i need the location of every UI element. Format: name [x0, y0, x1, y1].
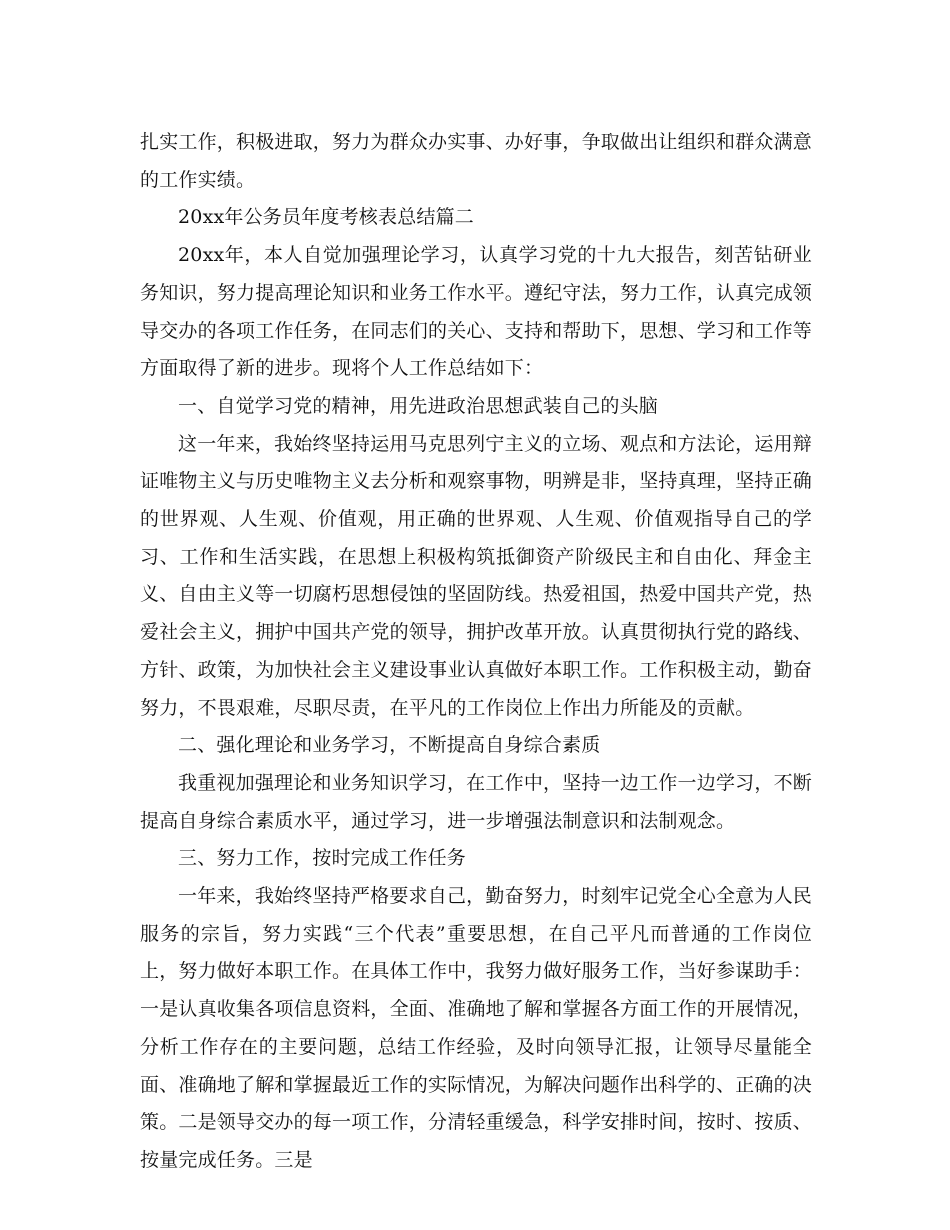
paragraph-one: 这一年来，我始终坚持运用马克思列宁主义的立场、观点和方法论，运用辩证唯物主义与历史唯物主义去分析和观察事物，明辨是非，坚持真理，坚持正确的世界观、人生观、价值观，用正确的世界观、人生观、价值观指导自己的学习、工作和生活实践，在思想上积极构筑抵御资产阶级民主和自由化、拜金主义、自由主义等一切腐朽思想侵蚀的坚固防线。热爱祖国，热爱中国共产党，热爱社会主义，拥护中国共产党的领导，拥护改革开放。认真贯彻执行党的路线、方针、政策，为加快社会主义建设事业认真做好本职工作。工作积极主动，勤奋努力，不畏艰难，尽职尽责，在平凡的工作岗位上作出力所能及的贡献。	[140, 432, 813, 719]
document-body	[140, 124, 812, 1180]
paragraph-three: 一年来，我始终坚持严格要求自己，勤奋努力，时刻牢记党全心全意为人民服务的宗旨，努力实践“三个代表”重要思想，在自己平凡而普通的工作岗位上，努力做好本职工作。在具体工作中，我努力做好服务工作，当好参谋助手：一是认真收集各项信息资料，全面、准确地了解和掌握各方面工作的开展情况，分析工作存在的主要问题，总结工作经验，及时向领导汇报，让领导尽量能全面、准确地了解和掌握最近工作的实际情况，为解决问题作出科学的、正确的决策。二是领导交办的每一项工作，分清轻重缓急，科学安排时间，按时、按质、按量完成任务。三是	[140, 885, 813, 1171]
heading-three: 三、努力工作，按时完成工作任务	[178, 847, 467, 870]
section-title: 20xx年公务员年度考核表总结篇二	[178, 206, 475, 229]
heading-one: 一、自觉学习党的精神，用先进政治思想武装自己的头脑	[178, 394, 659, 417]
paragraph-two: 我重视加强理论和业务知识学习，在工作中，坚持一边工作一边学习，不断提高自身综合素质水平，通过学习，进一步增强法制意识和法制观念。	[140, 771, 812, 832]
heading-two: 二、强化理论和业务学习，不断提高自身综合素质	[178, 734, 601, 757]
paragraph-intro: 20xx年，本人自觉加强理论学习，认真学习党的十九大报告，刻苦钻研业务知识，努力提高理论知识和业务工作水平。遵纪守法，努力工作，认真完成领导交办的各项工作任务，在同志们的关心、支持和帮助下，思想、学习和工作等方面取得了新的进步。现将个人工作总结如下：	[140, 244, 813, 380]
paragraph-continuation: 扎实工作，积极进取，努力为群众办实事、办好事，争取做出让组织和群众满意的工作实绩。	[140, 131, 813, 191]
